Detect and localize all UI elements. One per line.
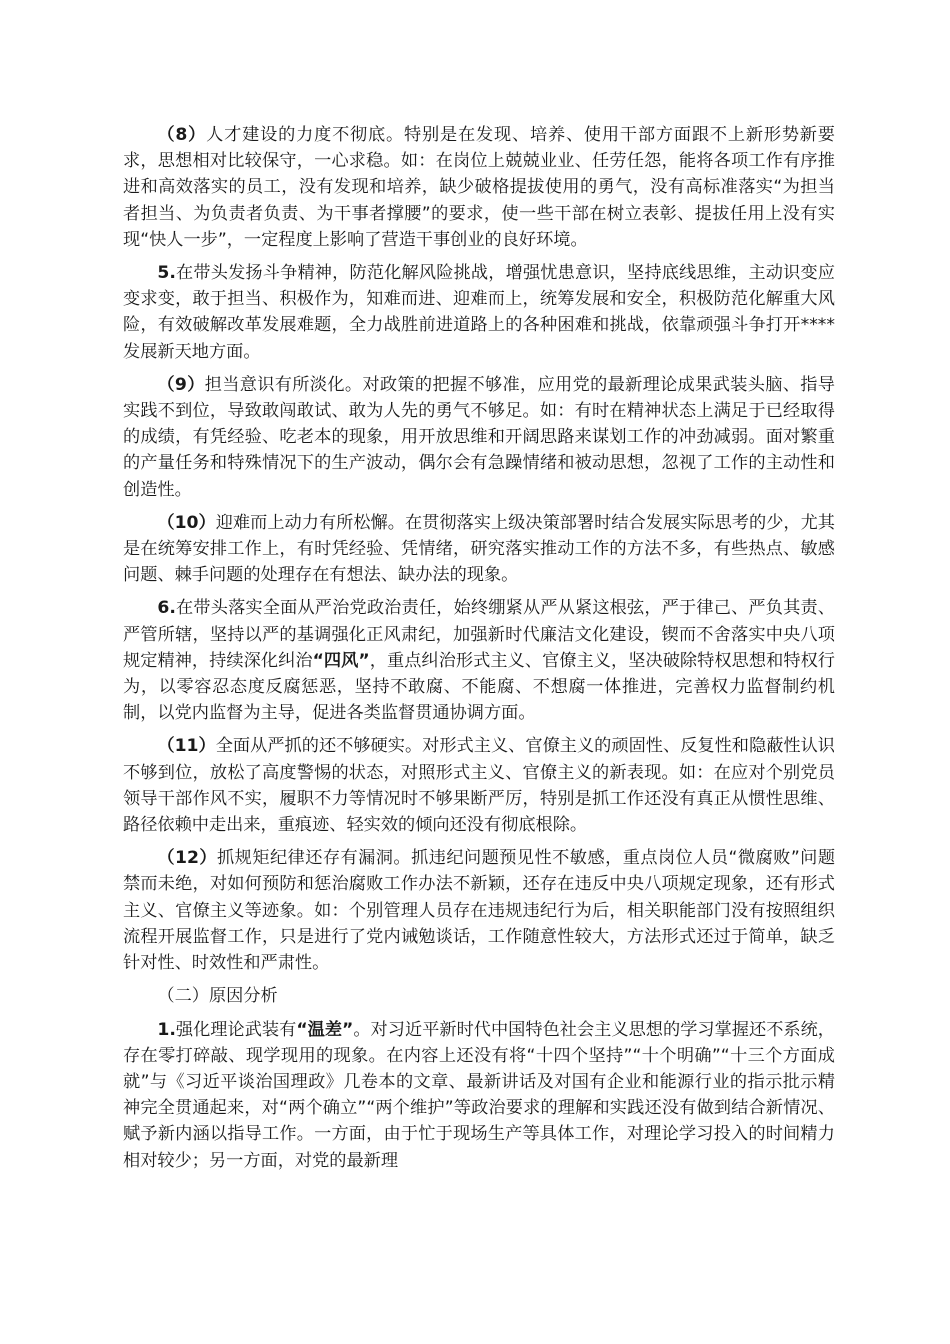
document-body — [123, 122, 835, 1181]
paragraph-text: 强化理论武装有 — [175, 1019, 297, 1040]
paragraph-text: 全面从严抓的还不够硬实。对形式主义、官僚主义的顽固性、反复性和隐蔽性认识不够到位，放松了高度警惕的状态，对照形式主义、官僚主义的新表现。如：在应对个别党员领导干部作风不实，履职不力等情况时不够果断严厉，特别是抓工作还没有真正从惯性思维、路径依赖中走出来，重痕迹、轻实效的倾向还没有彻底根除。 — [123, 736, 835, 836]
paragraph-section-6 — [123, 595, 835, 726]
subheading-text: （二）原因分析 — [157, 986, 278, 1007]
section-number: 5. — [157, 263, 176, 284]
paragraph-number: （9） — [157, 374, 205, 395]
paragraph-number: （8） — [157, 125, 207, 145]
paragraph-text: 在带头落实全面从严治党政治责任，始终绷紧从严从紧这根弦，严于律己、严负其责、严管所辖，坚持以严的基调强化正风肃纪，加强新时代廉洁文化建设，锲而不舍落实中央八项规定精神，持续深化纠治 — [123, 598, 835, 671]
paragraph-text: 抓规矩纪律还存有漏洞。抓违纪问题预见性不敏感，重点岗位人员“微腐败”问题禁而未绝，对如何预防和惩治腐败工作办法不新颖，还存在违反中央八项规定现象，还有形式主义、官僚主义等迹象。如：个别管理人员存在违规违纪行为后，相关职能部门没有按照组织流程开展监督工作，只是进行了党内诫勉谈话，工作随意性较大，方法形式还过于简单，缺乏针对性、时效性和严肃性。 — [123, 848, 836, 974]
paragraph-12 — [123, 845, 835, 976]
bold-phrase: “四风” — [312, 650, 370, 671]
paragraph-text-continued: 。对习近平新时代中国特色社会主义思想的学习掌握还不系统，存在零打碎敲、现学现用的现象。在内容上还没有将“十四个坚持”“十个明确”“十三个方面成就”与《习近平谈治国理政》几卷本的文章、最新讲话及对国有企业和能源行业的指示批示精神完全贯通起来，对“两个确立”“两个维护”等政治要求的理解和实践还没有做到结合新情况、赋予新内涵以指导工作。一方面，由于忙于现场生产等具体工作，对理论学习投入的时间精力相对较少；另一方面，对党的最新理 — [123, 1019, 835, 1171]
paragraph-9 — [123, 372, 835, 503]
paragraph-text: 人才建设的力度不彻底。特别是在发现、培养、使用干部方面跟不上新形势新要求，思想相对比较保守，一心求稳。如：在岗位上兢兢业业、任劳任怨，能将各项工作有序推进和高效落实的员工，没有发现和培养，缺少破格提拔使用的勇气，没有高标准落实“为担当者担当、为负责者负责、为干事者撑腰”的要求，使一些干部在树立表彰、提拔任用上没有实现“快人一步”，一定程度上影响了营造干事创业的良好环境。 — [123, 125, 835, 250]
subheading-cause-analysis — [123, 983, 835, 1009]
paragraph-8 — [123, 122, 835, 253]
paragraph-10 — [123, 510, 835, 589]
paragraph-text-continued: ，重点纠治形式主义、官僚主义，坚决破除特权思想和特权行为，以零容忍态度反腐惩恶，坚持不敢腐、不能腐、不想腐一体推进，完善权力监督制约机制，以党内监督为主导，促进各类监督贯通协调方面。 — [123, 650, 835, 724]
paragraph-section-5 — [123, 260, 835, 365]
paragraph-number: （11） — [157, 736, 216, 757]
section-number: 6. — [157, 598, 176, 619]
paragraph-text: 迎难而上动力有所松懈。在贯彻落实上级决策部署时结合发展实际思考的少，尤其是在统筹安排工作上，有时凭经验、凭情绪，研究落实推动工作的方法不多，有些热点、敏感问题、棘手问题的处理存在有想法、缺办法的现象。 — [123, 512, 835, 586]
paragraph-text: 在带头发扬斗争精神，防范化解风险挑战，增强忧患意识，坚持底线思维，主动识变应变求变，敢于担当、积极作为，知难而进、迎难而上，统筹发展和安全，积极防范化解重大风险，有效破解改革发展难题，全力战胜前进道路上的各种困难和挑战，依靠顽强斗争打开****发展新天地方面。 — [123, 263, 835, 362]
paragraph-cause-1 — [123, 1017, 835, 1174]
paragraph-number: （10） — [157, 512, 216, 533]
paragraph-text: 担当意识有所淡化。对政策的把握不够准，应用党的最新理论成果武装头脑、指导实践不到位，导致敢闯敢试、敢为人先的勇气不够足。如：有时在精神状态上满足于已经取得的成绩，有凭经验、吃老本的现象，用开放思维和开阔思路来谋划工作的冲劲减弱。面对繁重的产量任务和特殊情况下的生产波动，偶尔会有急躁情绪和被动思想，忽视了工作的主动性和创造性。 — [123, 374, 835, 500]
bold-phrase: “温差” — [296, 1019, 354, 1040]
section-number: 1. — [157, 1019, 176, 1040]
paragraph-number: （12） — [157, 848, 218, 869]
paragraph-11 — [123, 733, 835, 838]
